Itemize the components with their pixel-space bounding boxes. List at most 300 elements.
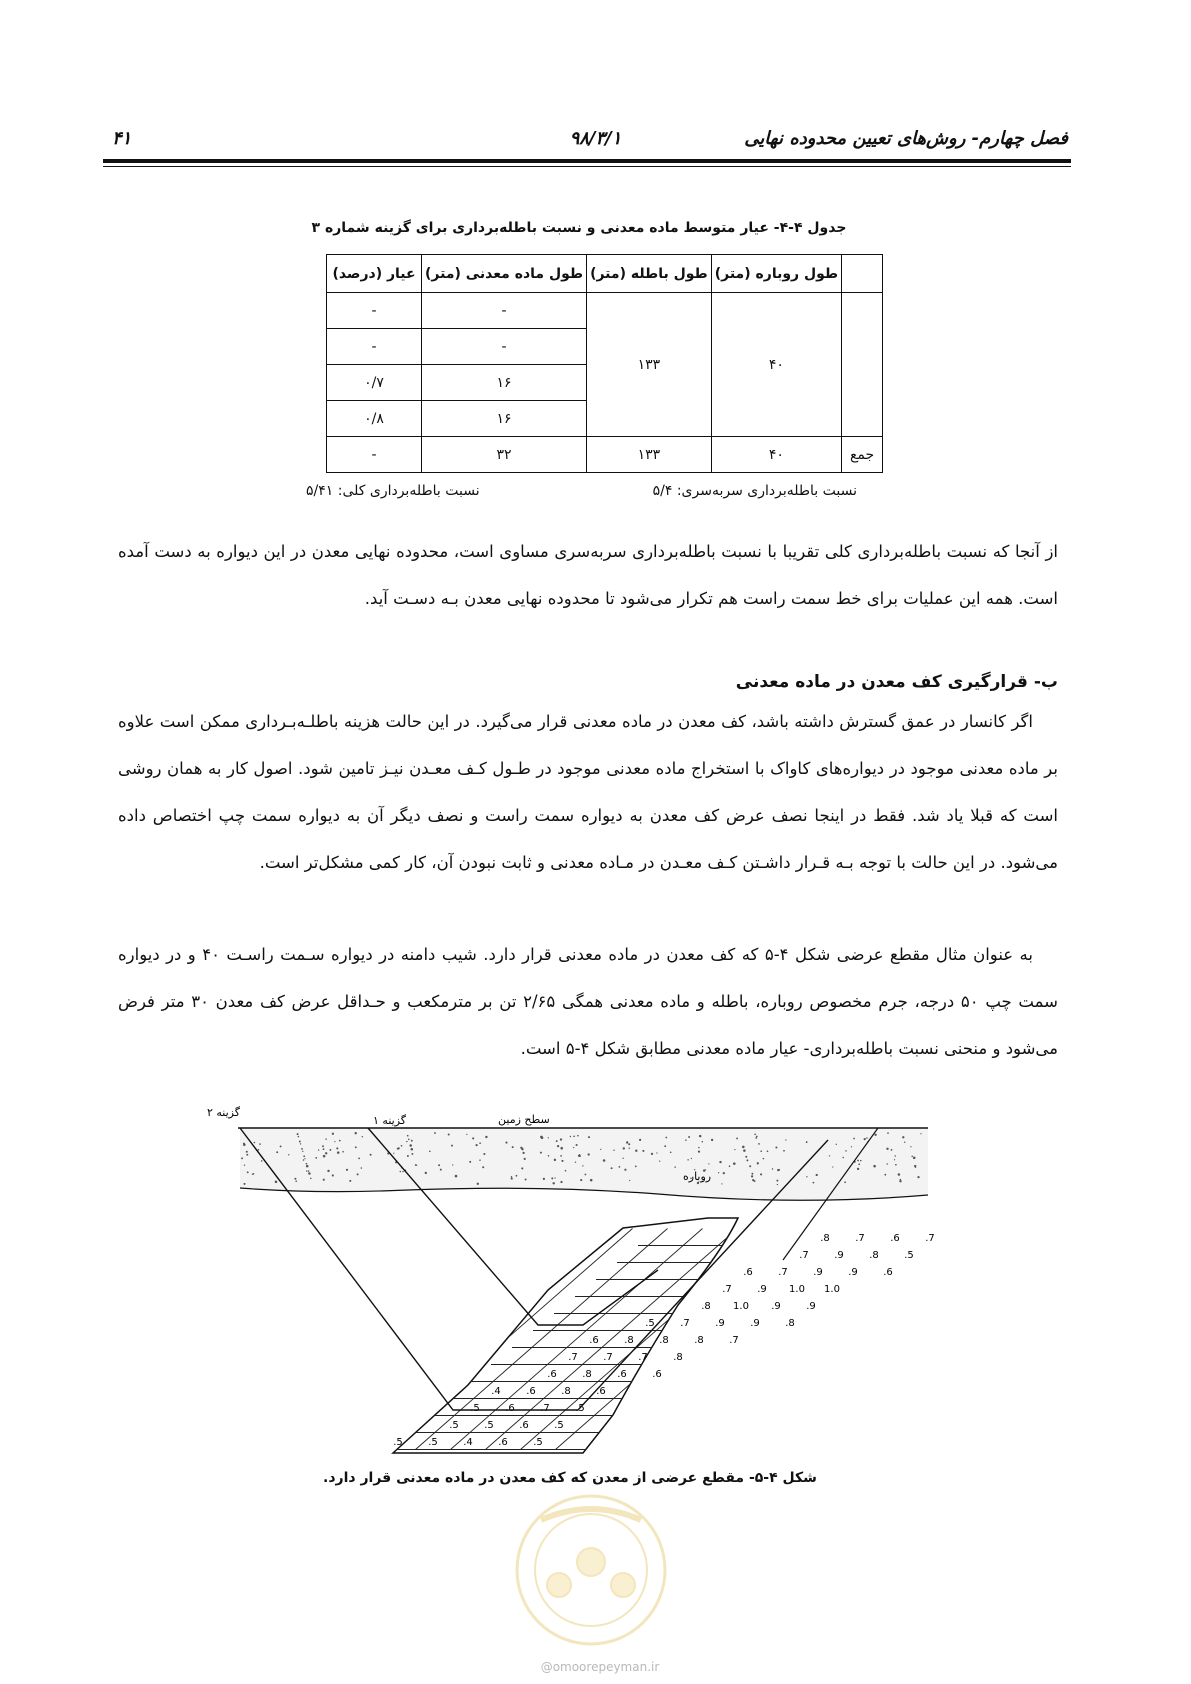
overburden-dot xyxy=(719,1161,721,1163)
overburden-dot xyxy=(900,1179,902,1181)
overburden-dot xyxy=(325,1152,327,1154)
grade-value: .8 xyxy=(561,1386,571,1397)
overburden-dot xyxy=(440,1169,442,1171)
overburden-dot xyxy=(483,1153,485,1155)
grade-value: .5 xyxy=(575,1403,585,1414)
body-paragraph: به عنوان مثال مقطع عرضی شکل ۴-۵ که کف معدن در ماده معدنی قرار دارد. شیب دامنه در دیواره سـمت راسـت ۴۰ و در دیواره سمت چپ ۵۰ درجه، جرم مخصوص روباره، باطله و ماده معدنی همگی ۲/۶۵ تن بر مترمکعب و حـداقل عرض کف معدن ۳۰ متر فرض می‌شود و منحنی نسبت باطله‌برداری- عیار ماده معدنی مطابق شکل ۴-۵ است. xyxy=(118,945,1059,1058)
overburden-dot xyxy=(611,1167,613,1169)
overburden-dot xyxy=(721,1183,722,1184)
grade-value: .9 xyxy=(834,1250,844,1261)
header-date: ۹۸/۳/۱ xyxy=(569,128,622,149)
grade-value: .9 xyxy=(757,1284,767,1295)
overburden-dot xyxy=(664,1145,666,1147)
grade-value: .5 xyxy=(449,1420,459,1431)
overburden-dot xyxy=(243,1144,246,1147)
overburden-dot xyxy=(525,1179,527,1181)
overburden-dot xyxy=(306,1170,307,1171)
overburden-dot xyxy=(711,1139,713,1141)
figure-caption: شکل ۴-۵- مقطع عرضی از معدن که کف معدن در ماده معدنی قرار دارد. xyxy=(323,1470,817,1486)
overburden-dot xyxy=(554,1177,555,1178)
overburden-dot xyxy=(540,1152,542,1154)
overburden-dot xyxy=(665,1137,667,1139)
overburden-dot xyxy=(600,1149,601,1150)
overburden-dot xyxy=(895,1164,897,1166)
overburden-dot xyxy=(346,1169,348,1171)
overburden-dot xyxy=(406,1141,407,1142)
grade-value: .6 xyxy=(652,1369,662,1380)
overburden-dot xyxy=(733,1162,736,1165)
table-cell-grade: - xyxy=(327,329,422,365)
grade-value: .7 xyxy=(603,1352,613,1363)
overburden-dot xyxy=(603,1159,606,1162)
overburden-dot xyxy=(551,1177,553,1179)
table-header-cell: طول باطله (متر) xyxy=(587,255,712,293)
overburden-dot xyxy=(894,1155,895,1156)
overburden-dot xyxy=(297,1133,299,1135)
table-cell-grade: ۰/۷ xyxy=(327,365,422,401)
overburden-dot xyxy=(300,1143,301,1144)
overburden-dot xyxy=(674,1166,675,1167)
table-row xyxy=(327,293,883,329)
overburden-dot xyxy=(635,1166,637,1168)
overburden-dot xyxy=(763,1158,765,1160)
overburden-dot xyxy=(911,1155,913,1157)
overburden-dot xyxy=(635,1150,637,1152)
overburden-dot xyxy=(560,1181,562,1183)
overburden-dot xyxy=(590,1179,593,1182)
overburden-dot xyxy=(913,1157,916,1160)
overburden-dot xyxy=(360,1167,362,1169)
overburden-dot xyxy=(362,1136,363,1137)
overburden-dot xyxy=(477,1183,479,1185)
overburden-dot xyxy=(902,1136,904,1138)
overburden-dot xyxy=(687,1159,688,1160)
ore-body-outline xyxy=(393,1218,738,1453)
overburden-dot xyxy=(303,1159,305,1161)
overburden-dot xyxy=(699,1135,701,1137)
table-cell-overburden: ۴۰ xyxy=(711,437,841,473)
overburden-dot xyxy=(336,1147,338,1149)
overburden-dot xyxy=(575,1162,576,1163)
overburden-dot xyxy=(691,1158,692,1159)
overburden-dot xyxy=(580,1179,582,1181)
overburden-dot xyxy=(246,1154,248,1156)
overburden-dot xyxy=(308,1172,311,1175)
overburden-dot xyxy=(521,1148,523,1150)
table-cell-grade: ۰/۸ xyxy=(327,401,422,437)
overburden-dot xyxy=(408,1138,410,1140)
table-cell-ore: - xyxy=(422,329,587,365)
overburden-dot xyxy=(887,1132,889,1134)
overburden-dot xyxy=(698,1147,699,1148)
option-2-label: گزینه ۲ xyxy=(206,1106,240,1119)
overburden-dot xyxy=(873,1165,876,1168)
table-caption: جدول ۴-۴- عیار متوسط ماده معدنی و نسبت باطله‌برداری برای گزینه شماره ۳ xyxy=(311,220,847,236)
overburden-dot xyxy=(806,1176,807,1177)
overburden-dot xyxy=(247,1171,249,1173)
table-cell-waste: ۱۳۳ xyxy=(587,437,712,473)
overburden-dot xyxy=(479,1142,481,1144)
grade-value: .6 xyxy=(890,1233,900,1244)
overburden-dot xyxy=(836,1144,837,1145)
grade-value: .9 xyxy=(848,1267,858,1278)
overburden-dot xyxy=(816,1174,818,1176)
overburden-dot xyxy=(742,1146,745,1149)
grade-value: .6 xyxy=(526,1386,536,1397)
overburden-dot xyxy=(466,1134,467,1135)
overburden-dot xyxy=(772,1168,773,1169)
overburden-dot xyxy=(472,1137,474,1139)
overburden-dot xyxy=(288,1154,289,1155)
overburden-dot xyxy=(512,1146,514,1148)
overburden-dot xyxy=(588,1136,590,1138)
overburden-dot xyxy=(409,1144,412,1147)
grade-value: 1.0 xyxy=(824,1284,840,1295)
page-number: ۴۱ xyxy=(112,128,132,149)
grade-value: .5 xyxy=(428,1437,438,1448)
overburden-dot xyxy=(524,1158,526,1160)
overburden-dot xyxy=(397,1148,399,1150)
grade-value: .8 xyxy=(785,1318,795,1329)
overburden-dot xyxy=(910,1146,911,1147)
header-rule-thin xyxy=(103,166,1071,167)
table-cell-grade: - xyxy=(327,437,422,473)
overburden-dot xyxy=(756,1136,758,1138)
grade-value: .5 xyxy=(484,1420,494,1431)
overburden-dot xyxy=(323,1148,325,1150)
overburden-dot xyxy=(241,1157,243,1159)
overburden-dot xyxy=(886,1148,888,1150)
overburden-dot xyxy=(411,1148,414,1151)
overburden-dot xyxy=(557,1145,559,1147)
table-cell-waste: ۱۳۳ xyxy=(587,293,712,437)
overburden-dot xyxy=(308,1170,310,1172)
overburden-dot xyxy=(898,1173,901,1176)
grade-value: .8 xyxy=(624,1335,634,1346)
overburden-dot xyxy=(755,1137,757,1139)
grade-value: .9 xyxy=(750,1318,760,1329)
grade-value: .8 xyxy=(701,1301,711,1312)
grade-value: .7 xyxy=(925,1233,935,1244)
grade-value: .7 xyxy=(722,1284,732,1295)
grade-value: .5 xyxy=(645,1318,655,1329)
overburden-dot xyxy=(777,1169,779,1171)
overburden-dot xyxy=(688,1136,690,1138)
overburden-dot xyxy=(565,1170,567,1172)
overburden-dot xyxy=(429,1150,431,1152)
overburden-dot xyxy=(322,1145,324,1147)
grade-value: .6 xyxy=(589,1335,599,1346)
grade-value: .8 xyxy=(659,1335,669,1346)
overburden-dot xyxy=(295,1180,297,1182)
overburden-dot xyxy=(752,1179,754,1181)
overburden-dot xyxy=(920,1133,921,1134)
grade-value: .5 xyxy=(470,1403,480,1414)
overburden-dot xyxy=(327,1170,329,1172)
overburden-dot xyxy=(775,1146,777,1148)
overburden-dot xyxy=(323,1155,326,1158)
overburden-dot xyxy=(845,1150,847,1152)
overburden-dot xyxy=(370,1154,372,1156)
overburden-dot xyxy=(749,1165,751,1167)
overburden-dot xyxy=(521,1167,523,1169)
overburden-dot xyxy=(639,1139,641,1141)
overburden-dot xyxy=(751,1173,753,1175)
overburden-dot xyxy=(573,1135,575,1137)
overburden-dot xyxy=(734,1149,735,1150)
overburden-dot xyxy=(276,1151,278,1153)
grade-value: .7 xyxy=(799,1250,809,1261)
overburden-dot xyxy=(629,1147,630,1148)
overburden-dot xyxy=(613,1149,614,1150)
grade-value: .6 xyxy=(498,1437,508,1448)
header-rule-thick xyxy=(103,159,1071,163)
grade-value: .7 xyxy=(729,1335,739,1346)
overburden-dot xyxy=(757,1162,759,1164)
table-cell-total-label: جمع xyxy=(842,437,883,473)
overburden-dot xyxy=(866,1137,868,1139)
overburden-dot xyxy=(857,1160,859,1162)
overburden-dot xyxy=(548,1155,550,1157)
grade-value: .4 xyxy=(491,1386,501,1397)
grade-value: .5 xyxy=(393,1437,403,1448)
overburden-dot xyxy=(280,1145,282,1147)
table-cell-ore: ۱۶ xyxy=(422,365,587,401)
overburden-dot xyxy=(642,1150,644,1152)
overburden-dot xyxy=(358,1158,360,1160)
grade-value: .6 xyxy=(519,1420,529,1431)
overburden-dot xyxy=(337,1151,340,1154)
overburden-dot xyxy=(579,1155,581,1157)
overburden-dot xyxy=(511,1176,512,1177)
overburden-dot xyxy=(243,1183,245,1185)
overburden-dot xyxy=(785,1139,786,1140)
overburden-dot xyxy=(516,1175,518,1177)
overburden-dot xyxy=(302,1151,303,1152)
ore-grade-grid xyxy=(381,1229,966,1450)
table-header-cell: طول ماده معدنی (متر) xyxy=(422,255,587,293)
overburden-dot xyxy=(259,1143,261,1145)
overburden-dot xyxy=(455,1175,458,1178)
overburden-dot xyxy=(842,1157,844,1159)
overburden-dot xyxy=(301,1148,303,1150)
overburden-dot xyxy=(540,1136,543,1139)
overburden-dot xyxy=(425,1172,427,1174)
overburden-dot xyxy=(254,1142,256,1144)
overburden-dot xyxy=(767,1150,769,1152)
grade-value: .5 xyxy=(554,1420,564,1431)
overburden-dot xyxy=(402,1171,403,1172)
grade-value: .8 xyxy=(869,1250,879,1261)
overburden-dot xyxy=(670,1151,672,1153)
overburden-dot xyxy=(407,1135,409,1137)
overburden-dot xyxy=(656,1152,657,1153)
overburden-dot xyxy=(261,1160,263,1162)
overburden-dot xyxy=(355,1132,357,1134)
body-paragraph: از آنجا که نسبت باطله‌برداری کلی تقریبا با نسبت باطله‌برداری سربه‌سری مساوی است، محدوده نهایی معدن در این دیواره به دست آمده است. همه این عملیات برای خط سمت راست هم تکرار می‌شود تا محدوده نهایی معدن بـه دسـت آید. xyxy=(118,542,1058,608)
overburden-dot xyxy=(548,1137,549,1138)
overburden-dot xyxy=(718,1172,719,1173)
overburden-dot xyxy=(891,1149,893,1151)
overburden-dot xyxy=(355,1146,357,1148)
ground-surface-label: سطح زمین xyxy=(498,1113,550,1126)
grade-value: .6 xyxy=(547,1369,557,1380)
overburden-dot xyxy=(416,1165,417,1166)
body-paragraph: اگر کانسار در عمق گسترش داشته باشد، کف معدن در ماده معدنی قرار می‌گیرد. در این حالت هزینه باطلـه‌بـرداری ممکن است علاوه بر ماده معدنی موجود در دیواره‌های کاواک با استخراج ماده معدنی موجود در طـول کـف معـدن نیـز تامین شود. اصول کار به همان روشی است که قبلا یاد شد. فقط در اینجا نصف عرض کف معدن به دیواره سمت راست و نصف دیگر آن به دیواره سمت چپ اختصاص داده می‌شود. در این حالت با توجه بـه قـرار داشـتن کـف معـدن در مـاده معدنی و ثابت نبودن آن، کار کمی مشکل‌تر است. xyxy=(118,712,1058,872)
grade-value: .6 xyxy=(596,1386,606,1397)
overburden-dot xyxy=(829,1155,830,1156)
watermark-url: @omoorepeyman.ir xyxy=(540,1660,660,1674)
overburden-dot xyxy=(349,1180,351,1182)
overburden-dot xyxy=(915,1167,916,1168)
table-total-row xyxy=(327,437,883,473)
overburden-dot xyxy=(505,1142,507,1144)
overburden-dot xyxy=(723,1172,725,1174)
overburden-dot xyxy=(399,1171,401,1173)
overburden-dot xyxy=(451,1145,453,1147)
table-header-cell xyxy=(842,255,883,293)
grade-value: .7 xyxy=(540,1403,550,1414)
overburden-dot xyxy=(874,1134,876,1136)
overburden-dot xyxy=(310,1178,312,1180)
overburden-dot xyxy=(585,1174,587,1176)
overburden-dot xyxy=(570,1136,571,1137)
grade-value: .7 xyxy=(778,1267,788,1278)
overburden-dot xyxy=(899,1180,901,1182)
grade-value: .6 xyxy=(883,1267,893,1278)
overburden-dot xyxy=(482,1166,484,1168)
overburden-dot xyxy=(776,1180,778,1182)
overburden-dot xyxy=(619,1166,621,1168)
overburden-dot xyxy=(698,1150,700,1152)
overburden-dot xyxy=(813,1182,815,1184)
pit-cross-section-figure xyxy=(206,1100,935,1460)
overburden-dot xyxy=(246,1151,248,1153)
overburden-dot xyxy=(411,1140,413,1142)
overburden-dot xyxy=(560,1155,562,1157)
overburden-dot xyxy=(554,1159,556,1161)
overburden-dot xyxy=(332,1133,334,1135)
overburden-dot xyxy=(258,1149,260,1151)
option-1-label: گزینه ۱ xyxy=(373,1114,407,1127)
overburden-dot xyxy=(334,1141,335,1142)
overburden-dot xyxy=(729,1165,731,1167)
overburden-dot xyxy=(708,1163,709,1164)
grade-value: .9 xyxy=(813,1267,823,1278)
overburden-dot xyxy=(306,1165,309,1168)
overburden-dot xyxy=(783,1150,785,1152)
overburden-dot xyxy=(407,1155,409,1157)
overburden-dot xyxy=(777,1184,778,1185)
overburden-dot xyxy=(588,1153,590,1155)
table-header-row xyxy=(327,255,883,293)
overburden-dot xyxy=(651,1153,653,1155)
overburden-dot xyxy=(401,1145,403,1147)
overburden-dot xyxy=(623,1147,625,1149)
grade-value: .8 xyxy=(673,1352,683,1363)
overburden-dot xyxy=(754,1133,756,1135)
overburden-dot xyxy=(894,1159,895,1160)
table-header-cell: طول روباره (متر) xyxy=(711,255,841,293)
overburden-dot xyxy=(323,1179,325,1181)
overburden-dot xyxy=(357,1173,359,1175)
overburden-dot xyxy=(275,1181,278,1184)
overburden-dot xyxy=(760,1150,762,1152)
overburden-dot xyxy=(582,1165,583,1166)
grade-value: .6 xyxy=(505,1403,515,1414)
overburden-dot xyxy=(860,1160,862,1162)
grade-value: .7 xyxy=(638,1352,648,1363)
overburden-dot xyxy=(806,1141,808,1143)
overburden-dot xyxy=(485,1136,487,1138)
overburden-dot xyxy=(329,1149,331,1151)
overburden-dot xyxy=(751,1175,753,1177)
overburden-dot xyxy=(851,1146,852,1147)
overburden-dot xyxy=(659,1160,660,1161)
overburden-dot xyxy=(702,1141,703,1142)
watermark-seal-icon xyxy=(511,1490,671,1650)
overburden-dot xyxy=(244,1165,245,1166)
overburden-dot xyxy=(629,1180,630,1181)
grade-value: .8 xyxy=(582,1369,592,1380)
overburden-dot xyxy=(552,1182,554,1184)
grade-value: .6 xyxy=(743,1267,753,1278)
overburden-dot xyxy=(434,1132,436,1134)
table-cell xyxy=(842,293,883,437)
overburden-dot xyxy=(864,1138,866,1140)
table-cell-ore: ۳۲ xyxy=(422,437,587,473)
overburden-dot xyxy=(560,1138,562,1140)
grade-value: 1.0 xyxy=(789,1284,805,1295)
overburden-dot xyxy=(332,1174,334,1176)
overburden-dot xyxy=(844,1181,846,1183)
grade-table xyxy=(326,254,883,473)
grade-value: .9 xyxy=(806,1301,816,1312)
overburden-dot xyxy=(303,1155,305,1157)
overburden-dot xyxy=(743,1149,746,1152)
overburden-dot xyxy=(325,1138,326,1139)
grade-value: 1.0 xyxy=(733,1301,749,1312)
overburden-dot xyxy=(339,1140,341,1142)
overburden-dot xyxy=(624,1169,626,1171)
grade-value: .4 xyxy=(463,1437,473,1448)
grade-value: .8 xyxy=(694,1335,704,1346)
overburden-dot xyxy=(853,1138,855,1140)
overburden-dot xyxy=(252,1174,253,1175)
grade-value: .6 xyxy=(617,1369,627,1380)
overburden-dot xyxy=(393,1153,394,1154)
overburden-dot xyxy=(342,1151,344,1153)
overburden-dot xyxy=(736,1137,738,1139)
overburden-dot xyxy=(318,1149,319,1150)
table-cell-overburden: ۴۰ xyxy=(711,293,841,437)
overburden-dot xyxy=(685,1139,687,1141)
overburden-dot xyxy=(452,1164,453,1165)
overburden-dot xyxy=(294,1178,296,1180)
grade-value: .8 xyxy=(820,1233,830,1244)
overburden-dot xyxy=(561,1160,563,1162)
overburden-dot xyxy=(576,1144,578,1146)
overburden-dot xyxy=(887,1163,888,1164)
grade-value: .7 xyxy=(680,1318,690,1329)
overburden-dot xyxy=(858,1163,860,1165)
overburden-dot xyxy=(573,1147,574,1148)
overburden-dot xyxy=(543,1178,545,1180)
table-cell-ore: - xyxy=(422,293,587,329)
overall-stripping-ratio: نسبت باطله‌برداری کلی: ۵/۴۱ xyxy=(306,483,480,499)
overburden-dot xyxy=(832,1166,833,1167)
overburden-dot xyxy=(299,1141,301,1143)
